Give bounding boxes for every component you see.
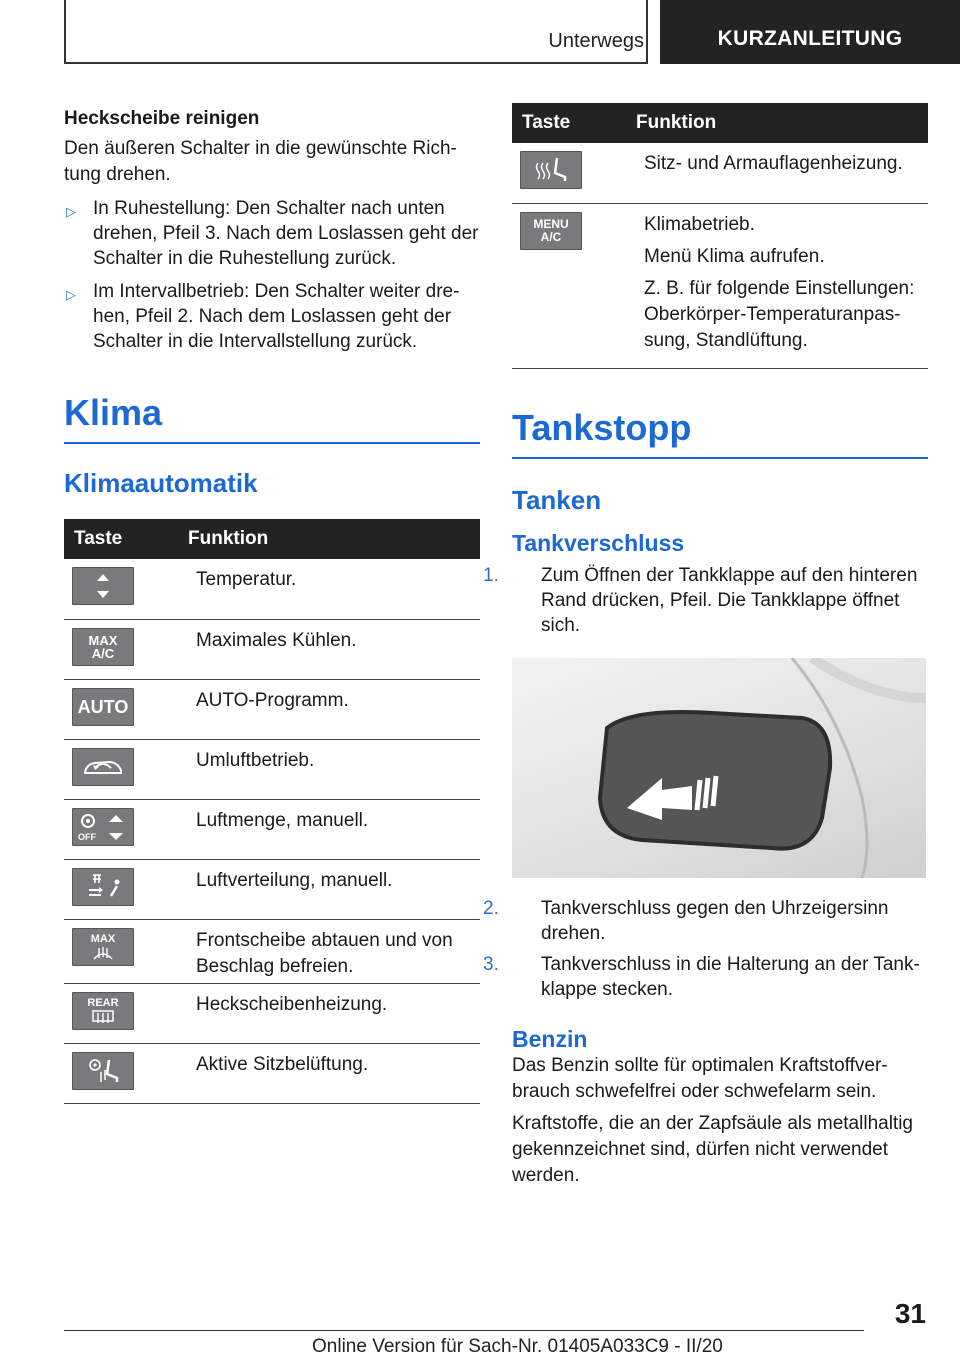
table-row xyxy=(64,739,480,799)
function-text: Frontscheibe abtauen und von Beschlag befreien. xyxy=(188,919,480,983)
heading-klima: Klima xyxy=(64,392,480,444)
heading-benzin: Benzin xyxy=(512,1025,588,1052)
function-text: Luftmenge, manuell. xyxy=(188,799,480,859)
col-header-funktion: Funktion xyxy=(636,103,928,143)
svg-text:OFF: OFF xyxy=(78,831,96,842)
seat-ventilation-icon xyxy=(72,1052,134,1090)
list-item: 1. Zum Öffnen der Tankklappe auf den hinteren Rand drücken, Pfeil. Die Tankklappe öffnet sich. xyxy=(483,564,918,636)
function-text: Menü Klima aufrufen. xyxy=(644,245,825,267)
table-row xyxy=(512,143,928,203)
table-row xyxy=(64,859,480,919)
function-text: Luftverteilung, manuell. xyxy=(188,859,480,919)
auto-icon: AUTO xyxy=(72,688,134,726)
bullet-item: ▷ In Ruhestellung: Den Schalter nach unten drehen, Pfeil 3. Nach dem Loslassen geht der Schalter in die Ruhestellung zurück. xyxy=(66,198,479,269)
function-text: Aktive Sitzbelüftung. xyxy=(188,1043,480,1103)
list-item: 2. Tankverschluss gegen den Uhrzeigersinn drehen. xyxy=(483,897,889,944)
table-row xyxy=(64,799,480,859)
page-number: 31 xyxy=(894,1298,926,1329)
menu-ac-icon: MENU A/C xyxy=(520,212,582,250)
air-distribution-icon xyxy=(72,868,134,906)
function-text: Maximales Kühlen. xyxy=(188,619,480,679)
heading-tankstopp: Tankstopp xyxy=(512,407,928,459)
list-item: 3. Tankverschluss in die Halterung an der Tank-klappe stecken. xyxy=(483,953,920,1000)
col-header-taste: Taste xyxy=(64,519,188,559)
max-ac-icon: MAX A/C xyxy=(72,628,134,666)
footer-divider xyxy=(64,1330,864,1331)
heading-tanken: Tanken xyxy=(512,484,602,515)
bullet-item: ▷ Im Intervallbetrieb: Den Schalter weiter dre-hen, Pfeil 2. Nach dem Loslassen geht der Schalter in die Intervallstellung zurück. xyxy=(66,281,460,352)
heckscheibe-title: Heckscheibe reinigen xyxy=(64,108,260,129)
recirculation-icon xyxy=(72,748,134,786)
footer-text: Online Version für Sach-Nr. 01405A033C9 - II/20 xyxy=(312,1336,723,1357)
table-row xyxy=(64,1043,480,1103)
table-row xyxy=(64,619,480,679)
table-row xyxy=(64,983,480,1043)
rear-defrost-icon: REAR xyxy=(72,992,134,1030)
col-header-taste: Taste xyxy=(512,103,636,143)
table-row xyxy=(64,679,480,739)
function-text: Heckscheibenheizung. xyxy=(188,983,480,1043)
left-column xyxy=(64,108,480,1104)
table-row xyxy=(64,559,480,619)
header-tab[interactable]: KURZANLEITUNG xyxy=(660,0,960,64)
function-text: Temperatur. xyxy=(188,559,480,619)
fuel-flap-image xyxy=(512,658,926,878)
table-row xyxy=(64,919,480,983)
fan-off-icon xyxy=(72,808,134,846)
klima-table xyxy=(64,519,480,1104)
heading-klimaautomatik: Klimaautomatik xyxy=(64,468,258,498)
header-section-title: Unterwegs xyxy=(548,30,644,52)
table-row xyxy=(512,203,928,368)
bullet-triangle-icon: ▷ xyxy=(66,287,76,302)
function-text: Klimabetrieb. xyxy=(644,213,755,235)
function-text: Sitz- und Armauflagenheizung. xyxy=(636,143,928,203)
seat-heating-icon xyxy=(520,151,582,189)
col-header-funktion: Funktion xyxy=(188,519,480,559)
benzin-paragraph: Das Benzin sollte für optimalen Kraftstoffver-brauch schwefelfrei oder schwefelarm sein. xyxy=(512,1054,888,1102)
temperature-arrows-icon xyxy=(72,567,134,605)
max-defrost-icon: MAX xyxy=(72,928,134,966)
heading-tankverschluss: Tankverschluss xyxy=(512,529,685,556)
bullet-triangle-icon: ▷ xyxy=(66,204,76,219)
heckscheibe-text: Den äußeren Schalter in die gewünschte Rich-tung drehen. xyxy=(64,138,457,185)
function-text: AUTO-Programm. xyxy=(188,679,480,739)
benzin-paragraph: Kraftstoffe, die an der Zapfsäule als metallhaltig gekennzeichnet sind, dürfen nicht verwendet werden. xyxy=(512,1112,913,1186)
klima-menu-table xyxy=(512,103,928,369)
right-column xyxy=(483,103,928,1195)
function-text: Umluftbetrieb. xyxy=(188,739,480,799)
function-text: Z. B. für folgende Einstellungen: Oberkörper-Temperaturanpas-sung, Standlüftung. xyxy=(644,277,915,351)
